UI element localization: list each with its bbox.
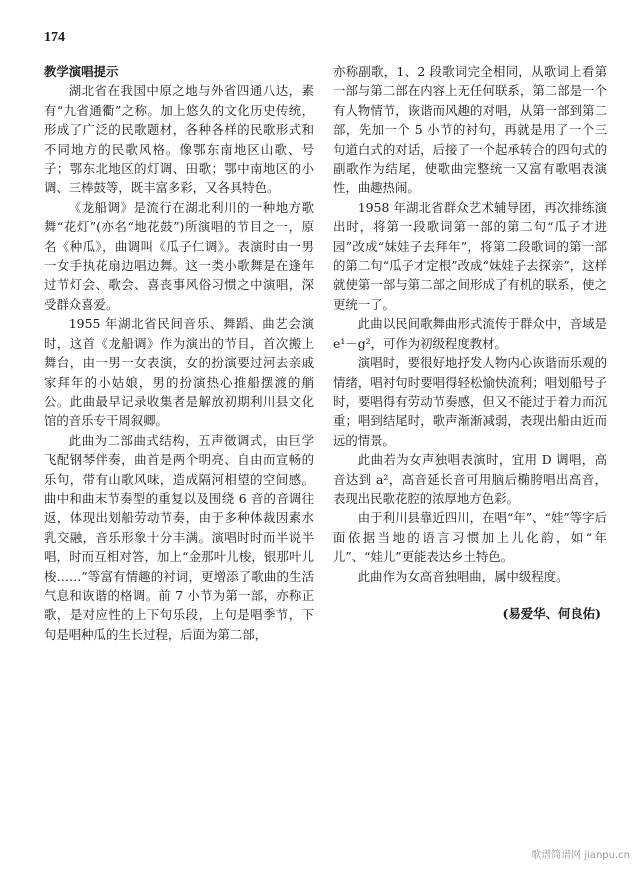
paragraph: 1958 年湖北省群众艺术辅导团，再次排练演出时，将第一段歌词第一部的第二句“瓜子才进园”改成“妹娃子去拜年”，将第二段歌词的第一部的第二句“瓜子才定根”改成“妹娃子去探亲”，这样就使第一部与第二部之间形成了有机的联系，使之更统一了。 <box>333 199 607 312</box>
paragraph: 此曲以民间歌舞曲形式流传于群众中，音域是 e¹－g²，可作为初级程度教材。 <box>333 316 607 351</box>
right-column <box>333 62 607 623</box>
site-watermark: 歌谱简谱网 jianpu.cn <box>531 850 630 861</box>
paragraph: 《龙船调》是流行在湖北利川的一种地方歌舞“花灯”(亦名“地花鼓”)所演唱的节目之一，原名《种瓜》，曲调叫《瓜子仁调》。表演时由一男一女手执花扇边唱边舞。这一类小歌舞是在逢年过节灯会、歌会、喜丧事风俗习惯之中演唱，深受群众喜爱。 <box>44 199 314 312</box>
paragraph: 此曲若为女声独唱表演时，宜用 D 调唱，高音达到 a²，高音延长音可用脑后椭胯唱出高音，表现出民歌花腔的浓厚地方色彩。 <box>333 452 607 506</box>
section-heading: 教学演唱提示 <box>44 64 119 79</box>
paragraph: 演唱时，要很好地抒发人物内心诙谐而乐观的情绪，唱衬句时要唱得轻松愉快流利；唱划船号子时，要唱得有劳动节奏感，但又不能过于着力而沉重；唱到结尾时，歌声渐渐减弱，表现出船由近而远的情景。 <box>333 355 607 448</box>
author-signature: (易爱华、何良佑) <box>502 605 601 621</box>
page-number: 174 <box>44 30 65 45</box>
paragraph: 亦称副歌，1、2 段歌词完全相同，从歌词上看第一部与第二部在内容上无任何联系，第二部是一个有人物情节，诙谐而风趣的对唱，从第一部到第二部，先加一个 5 小节的衬句，再就是用了一个三句道白式的对话，后接了一个起承转合的四句式的副歌作为结尾，使歌曲完整统一又富有歌唱表演性，曲趣热闹。 <box>333 64 607 196</box>
paragraph: 1955 年湖北省民间音乐、舞蹈、曲艺会演时，这首《龙船调》作为演出的节目，首次搬上舞台，由一男一女表演，女的扮演要过河去亲戚家拜年的小姑娘，男的扮演热心推船摆渡的艄公。此曲最早记录收集者是解放初期利川县文化馆的音乐专干周叙卿。 <box>44 316 314 429</box>
paragraph: 湖北省在我国中原之地与外省四通八达，素有“九省通衢”之称。加上悠久的文化历史传统，形成了广泛的民歌题材，各种各样的民歌形式和不同地方的民歌风格。像鄂东南地区山歌、号子；鄂东北地区的灯调、田歌；鄂中南地区的小调、三棒鼓等，既丰富多彩，又各具特色。 <box>44 83 314 196</box>
paragraph: 此曲作为女高音独唱曲，属中级程度。 <box>357 568 569 584</box>
paragraph: 由于利川县靠近四川，在唱“年”、“娃”等字后面依据当地的语言习惯加上儿化韵，如“年儿”、“娃儿”更能表达乡土特色。 <box>333 510 607 565</box>
paragraph: 此曲为二部曲式结构，五声徵调式，由巨学飞配钢琴伴奏，曲首是两个明亮、自由而宣畅的乐句，带有山歌风味，造成隔河相望的空间感。曲中和曲末节奏型的重复以及围绕 6 音的音调往返，体现出划船劳动节奏，由于多种体裁因素水乳交融，音乐形象十分丰满。演唱时时而半说半唱，时而互相对答，加上“金那叶儿梭，银那叶儿梭……”等富有情趣的衬词，更增添了歌曲的生活气息和诙谐的格调。前 7 小节为第一部，亦称正歌，是对应性的上下句乐段，上句是唱季节，下句是唱种瓜的生长过程，后面为第二部， <box>44 432 314 642</box>
left-column <box>44 62 314 644</box>
